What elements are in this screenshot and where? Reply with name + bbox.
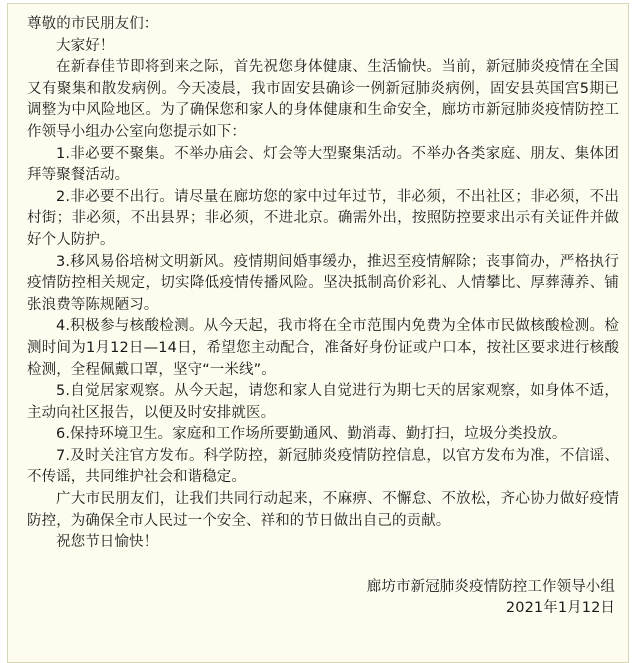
paragraph-item-7: 7.及时关注官方发布。科学防控，新冠肺炎疫情防控信息，以官方发布为准，不信谣、不传谣，共同维护社会和谐稳定。 — [27, 447, 619, 486]
letter-date: 2021年1月12日 — [505, 600, 615, 617]
paragraph-item-5: 5.自觉居家观察。从今天起，请您和家人自觉进行为期七天的居家观察，如身体不适，主动向社区报告，以便及时安排就医。 — [27, 383, 619, 421]
signature-spacer — [27, 554, 619, 577]
paragraph-item-1: 1.非必要不聚集。不举办庙会、灯会等大型聚集活动。不举办各类家庭、朋友、集体团拜等聚餐活动。 — [27, 145, 619, 184]
letter-closing: 祝您节日愉快！ — [56, 534, 159, 551]
paragraph-item-3: 3.移风易俗培树文明新风。疫情期间婚事缓办，推迟至疫情解除；丧事简办，严格执行疫情防控相关规定，切实降低疫情传播风险。坚决抵制高价彩礼、人情攀比、厚葬薄养、铺张浪费等陈规陋习。 — [27, 253, 619, 313]
paragraph-appeal: 广大市民朋友们，让我们共同行动起来，不麻痹、不懈怠、不放松，齐心协力做好疫情防控，为确保全市人民过一个安全、祥和的节日做出自己的贡献。 — [27, 491, 619, 529]
paragraph-intro: 在新春佳节即将到来之际，首先祝您身体健康、生活愉快。当前，新冠肺炎疫情在全国又有聚集和散发病例。今天凌晨，我市固安县确诊一例新冠肺炎病例，固安县英国宫5期已调整为中风险地区。为了确保您和家人的身体健康和生命安全，廊坊市新冠肺炎疫情防控工作领导小组办公室向您提示如下： — [27, 59, 619, 140]
letter-greeting: 大家好！ — [56, 37, 115, 54]
letter-frame — [7, 3, 629, 663]
letter-signature: 廊坊市新冠肺炎疫情防控工作领导小组 — [366, 578, 615, 595]
letter-body — [27, 14, 619, 620]
paragraph-item-2: 2.非必要不出行。请尽量在廊坊您的家中过年过节，非必须，不出社区；非必须，不出村街；非必须，不出县界；非必须，不进北京。确需外出，按照防控要求出示有关证件并做好个人防护。 — [27, 188, 619, 248]
paragraph-item-4: 4.积极参与核酸检测。从今天起，我市将在全市范围内免费为全体市民做核酸检测。检测时间为1月12日—14日，希望您主动配合，准备好身份证或户口本，按社区要求进行核酸检测，全程佩戴口罩，坚守“一米线”。 — [27, 318, 619, 378]
paragraph-item-6: 6.保持环境卫生。家庭和工作场所要勤通风、勤消毒、勤打扫，垃圾分类投放。 — [56, 426, 567, 443]
letter-salutation: 尊敬的市民朋友们： — [27, 16, 159, 32]
